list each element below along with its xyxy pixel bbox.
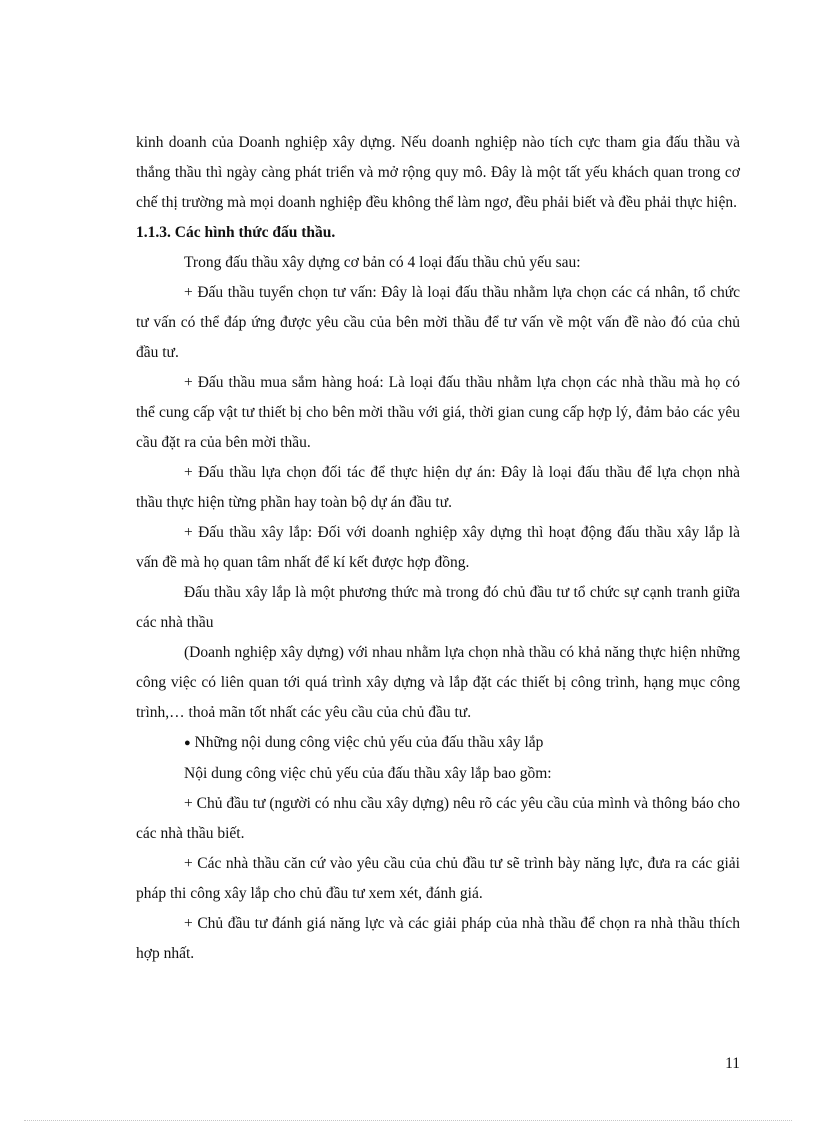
paragraph-content-intro: Nội dung công việc chủ yếu của đấu thầu xây lắp bao gồm: bbox=[184, 765, 552, 782]
page-bottom-divider bbox=[24, 1120, 792, 1121]
paragraph-construction-definition: Đấu thầu xây lắp là một phương thức mà trong đó chủ đầu tư tổ chức sự cạnh tranh giữa các nhà thầu bbox=[136, 584, 740, 631]
bullet-item-text: Những nội dung công việc chủ yếu của đấu thầu xây lắp bbox=[194, 734, 544, 751]
paragraph-goods-bidding: + Đấu thầu mua sắm hàng hoá: Là loại đấu thầu nhằm lựa chọn các nhà thầu mà họ có thể cung cấp vật tư thiết bị cho bên mời thầu với giá, thời gian cung cấp hợp lý, đảm bảo các yêu cầu đặt ra của bên mời thầu. bbox=[136, 374, 740, 451]
page-number: 11 bbox=[725, 1055, 740, 1072]
paragraph-owner-requirements: + Chủ đầu tư (người có nhu cầu xây dựng) nêu rõ các yêu cầu của mình và thông báo cho các nhà thầu biết. bbox=[136, 795, 740, 842]
paragraph-partner-bidding: + Đấu thầu lựa chọn đối tác để thực hiện dự án: Đây là loại đấu thầu để lựa chọn nhà thầu thực hiện từng phần hay toàn bộ dự án đầu tư. bbox=[136, 464, 740, 511]
paragraph-construction-definition-cont: (Doanh nghiệp xây dựng) với nhau nhằm lựa chọn nhà thầu có khả năng thực hiện những công việc có liên quan tới quá trình xây dựng và lắp đặt các thiết bị công trình, hạng mục công trình,… thoả mãn tốt nhất các yêu cầu của chủ đầu tư. bbox=[136, 644, 740, 721]
body-text bbox=[136, 128, 740, 969]
paragraph-consulting-bidding: + Đấu thầu tuyển chọn tư vấn: Đây là loại đấu thầu nhằm lựa chọn các cá nhân, tổ chức tư vấn có thể đáp ứng được yêu cầu của bên mời thầu để tư vấn về một vấn đề nào đó của chủ đầu tư. bbox=[136, 284, 740, 361]
bullet-item bbox=[136, 728, 740, 759]
paragraph-intro-continuation: kinh doanh của Doanh nghiệp xây dựng. Nếu doanh nghiệp nào tích cực tham gia đấu thầu và thắng thầu thì ngày càng phát triển và mở rộng quy mô. Đây là một tất yếu khách quan trong cơ chế thị trường mà mọi doanh nghiệp đều không thể làm ngơ, đều phải biết và đều phải thực hiện. bbox=[136, 134, 740, 211]
paragraph-contractor-proposals: + Các nhà thầu căn cứ vào yêu cầu của chủ đầu tư sẽ trình bày năng lực, đưa ra các giải pháp thi công xây lắp cho chủ đầu tư xem xét, đánh giá. bbox=[136, 855, 740, 902]
section-heading: 1.1.3. Các hình thức đấu thầu. bbox=[136, 224, 336, 241]
paragraph-construction-bidding: + Đấu thầu xây lắp: Đối với doanh nghiệp xây dựng thì hoạt động đấu thầu xây lắp là vấn đề mà họ quan tâm nhất để kí kết được hợp đồng. bbox=[136, 524, 740, 571]
paragraph-owner-evaluation: + Chủ đầu tư đánh giá năng lực và các giải pháp của nhà thầu để chọn ra nhà thầu thích hợp nhất. bbox=[136, 915, 740, 962]
paragraph-bidding-types-intro: Trong đấu thầu xây dựng cơ bản có 4 loại đấu thầu chủ yếu sau: bbox=[184, 254, 581, 271]
bullet-icon: ● bbox=[184, 737, 191, 749]
